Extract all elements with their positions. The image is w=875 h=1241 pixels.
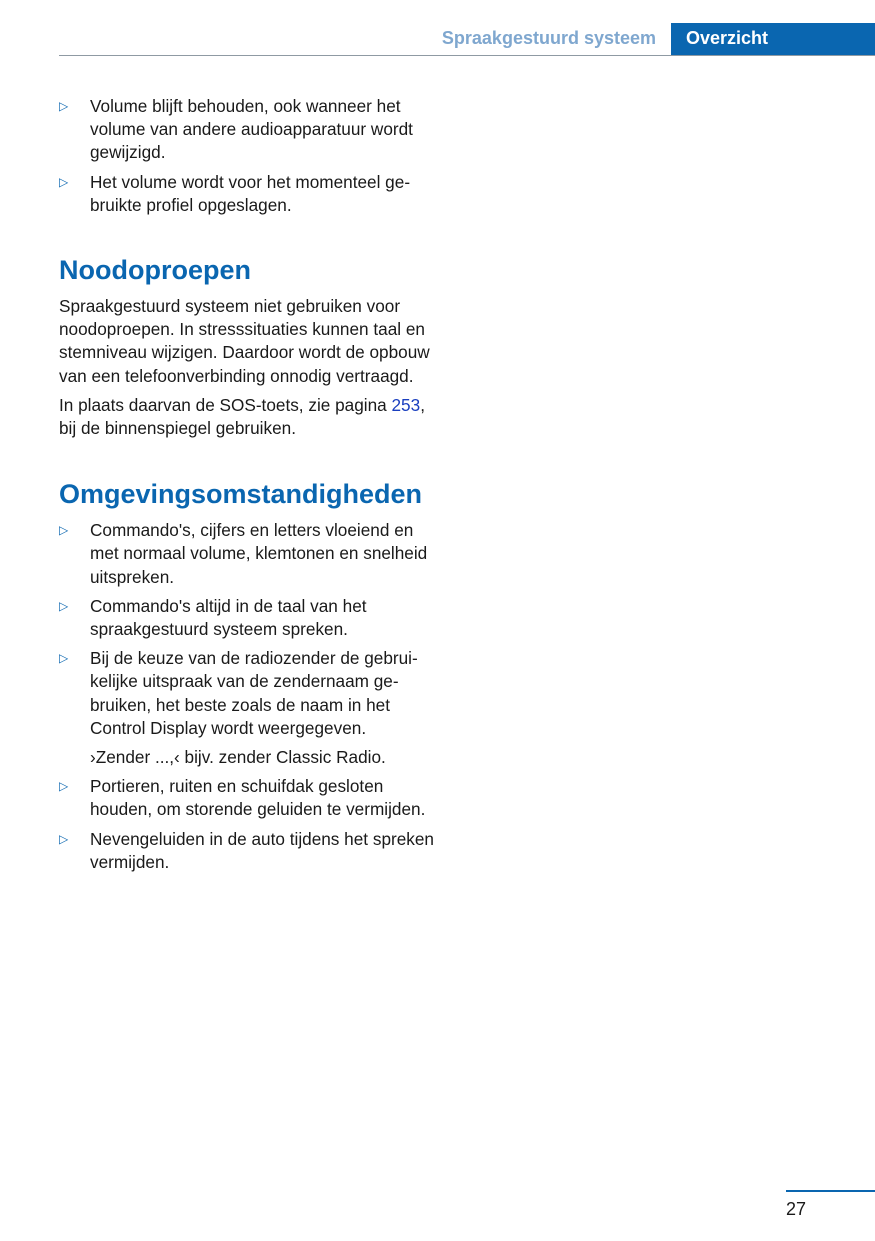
omgeving-list <box>59 519 439 874</box>
bullet-triangle-icon: ▷ <box>59 598 69 613</box>
list-item-text: Het volume wordt voor het momenteel gebruikte profiel opgeslagen. <box>90 171 411 215</box>
list-item-text: Volume blijft behouden, ook wanneer het volume van andere audioapparatuur wordt gewijzigd. <box>90 96 413 163</box>
heading-noodoproepen: Noodoproepen <box>59 255 251 286</box>
bullet-triangle-icon: ▷ <box>59 174 69 189</box>
bullet-triangle-icon: ▷ <box>59 831 69 846</box>
list-item <box>59 775 439 821</box>
header-divider <box>59 55 875 56</box>
bullet-triangle-icon: ▷ <box>59 651 69 666</box>
bullet-triangle-icon: ▷ <box>59 99 69 113</box>
list-item <box>59 171 439 217</box>
noodoproepen-paragraph: Spraakgestuurd systeem niet gebruiken voor noodoproepen. In stresssituaties kunnen taal en stemniveau wijzigen. Daardoor wordt de opbouw van een telefoonverbinding onnodig vertraagd. <box>59 296 430 386</box>
zender-example: ›Zender ...,‹ bijv. zender Classic Radio. <box>90 747 386 768</box>
footer-divider <box>786 1190 875 1192</box>
bullet-triangle-icon: ▷ <box>59 523 69 538</box>
sos-text-after: , bij de binnenspiegel gebruiken. <box>59 394 425 439</box>
list-item-text: Nevengeluiden in de auto tijdens het spreken vermijden. <box>90 828 434 872</box>
sos-paragraph <box>59 394 439 440</box>
list-item <box>59 828 439 874</box>
page-reference-link[interactable]: 253 <box>391 394 421 415</box>
heading-omgevingsomstandigheden: Omgevingsomstandigheden <box>59 479 423 510</box>
list-item-text: Commando's, cijfers en letters vloeiend en met normaal volume, klemtonen en snelheid uitspreken. <box>90 520 428 587</box>
sos-text-before: In plaats daarvan de SOS-toets, zie pagina <box>59 394 392 415</box>
list-item <box>59 95 439 165</box>
main-column <box>59 95 439 880</box>
list-item <box>59 647 439 769</box>
bullet-triangle-icon: ▷ <box>59 779 69 794</box>
page-number: 27 <box>786 1199 807 1219</box>
list-item-text: Portieren, ruiten en schuifdak gesloten houden, om storende geluiden te vermijden. <box>90 776 426 820</box>
list-item-text: Commando's altijd in de taal van het spraakgestuurd systeem spreken. <box>90 595 367 640</box>
header-tab-overzicht: Overzicht <box>671 23 875 56</box>
list-item <box>59 595 439 641</box>
list-item-text: Bij de keuze van de radiozender de gebruikelijke uitspraak van de zendernaam gebruiken, het beste zoals de naam in het Control Display wordt weergegeven. <box>90 648 418 738</box>
list-item <box>59 519 439 589</box>
header-section-title: Spraakgestuurd systeem <box>441 28 656 48</box>
volume-list <box>59 95 439 217</box>
